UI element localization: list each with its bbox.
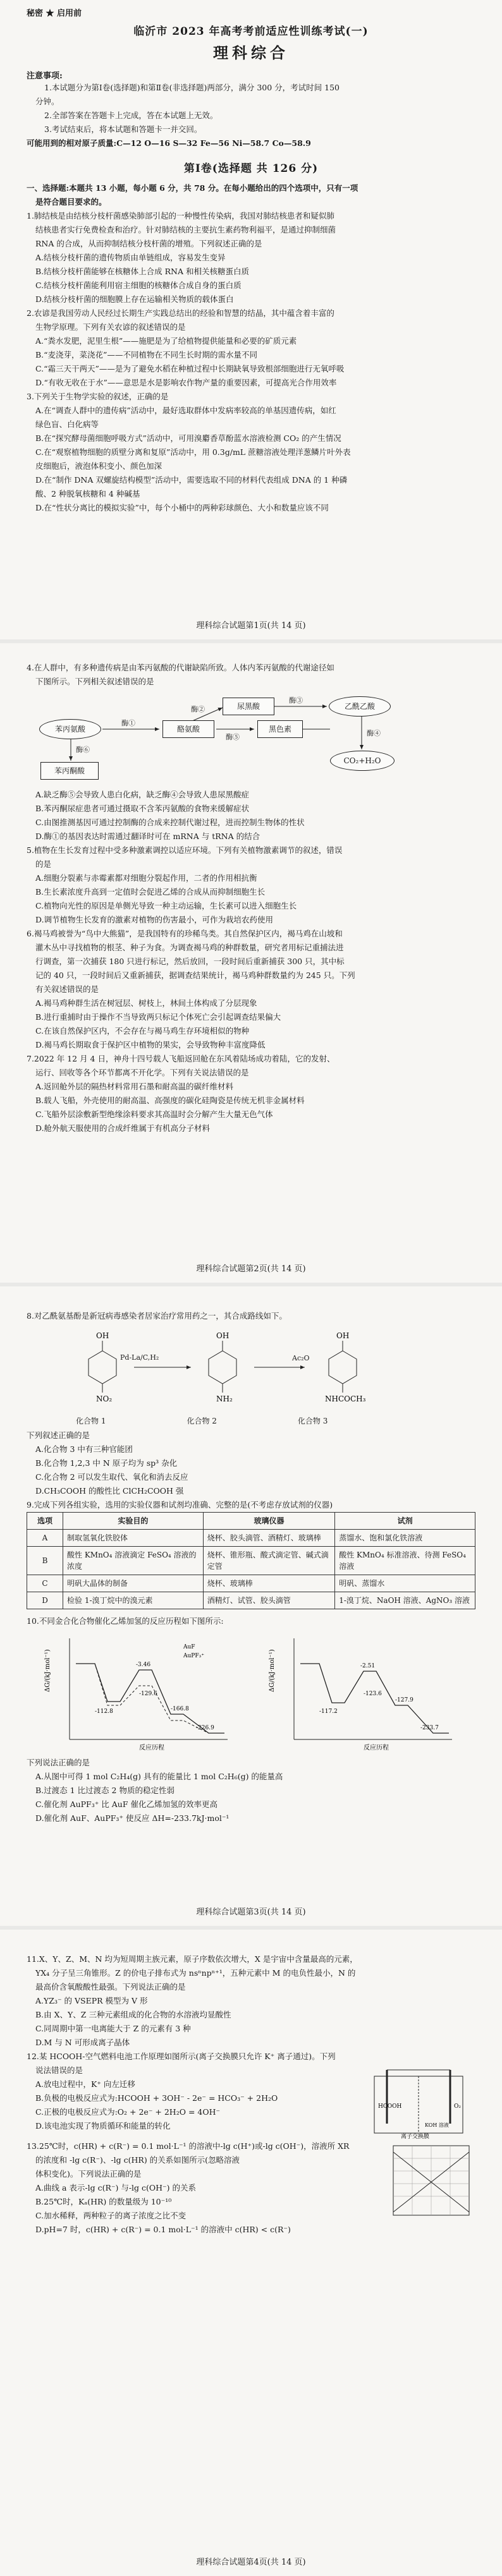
option: D.M 与 N 可形成离子晶体 xyxy=(35,2038,130,2047)
instruction: 是符合题目要求的。 xyxy=(35,197,107,207)
question-line: 的浓度和 -lg c(R⁻)、-lg c(HR) 的关系如图所示(忽略溶液 xyxy=(35,2155,240,2165)
option: D.CH₃COOH 的酸性比 ClCH₂COOH 强 xyxy=(35,1486,184,1496)
question-line: 最高价含氧酸酸性最强。下列说法正确的是 xyxy=(35,1982,186,1992)
option: C.结核分枝杆菌能利用宿主细胞的核糖体合成自身的蛋白质 xyxy=(35,281,242,290)
question-2 xyxy=(27,306,475,390)
table-cell: 明矾大晶体的制备 xyxy=(63,1575,204,1592)
table-cell: 酒精灯、试管、胶头滴管 xyxy=(203,1592,334,1609)
experiment-table xyxy=(27,1512,475,1609)
page-footer: 理科综合试题第2页(共 14 页) xyxy=(196,1264,306,1274)
option: C.植物向光性的原因是单侧光导致一种主动运输，生长素可以进入细胞生长 xyxy=(35,901,297,910)
question-line: 2.农谚是我国劳动人民经过长期生产实践总结出的经验和智慧的结晶，其中蕴含着丰富的 xyxy=(27,308,334,318)
benzene-ring-2 xyxy=(209,1331,236,1403)
concentration-chart xyxy=(381,2139,475,2228)
option: B.载人飞船，外壳使用的耐高温、高强度的碳化硅陶瓷是传统无机非金属材料 xyxy=(35,1096,305,1105)
node-phenylpyruvic-acid: 苯丙酮酸 xyxy=(40,762,99,780)
option: A.放电过程中，K⁺ 向左迁移 xyxy=(35,2079,135,2089)
cell-membrane-label: 离子交换膜 xyxy=(401,2134,430,2139)
note-line: 分钟。 xyxy=(35,97,59,106)
option: B.过渡态 1 比过渡态 2 物质的稳定性弱 xyxy=(35,1786,174,1795)
option: A.在“调查人群中的遗传病”活动中，最好选取群体中发病率较高的单基因遗传病，如红 xyxy=(35,406,336,415)
question-line: 9.完成下列各组实验，选用的实验仪器和试剂均准确、完整的是(不考虑存放试剂的仪器) xyxy=(27,1500,333,1509)
question-line: 下图所示。下列相关叙述错误的是 xyxy=(35,677,154,686)
option: D.在“性状分离比的模拟实验”中，每个小桶中的两种彩球颜色、大小和数量应该不同 xyxy=(35,503,329,512)
node-homogentisic-acid: 尿黑酸 xyxy=(223,698,274,715)
synthesis-route xyxy=(64,1326,475,1420)
option: C.飞船外层涂敷新型绝缘涂料要求其高温时会分解产生大量无色气体 xyxy=(35,1110,273,1119)
table-cell: 烧杯、胶头滴管、酒精灯、玻璃棒 xyxy=(203,1530,334,1547)
table-row xyxy=(27,1530,475,1547)
chart-value: -123.6 xyxy=(363,1691,382,1697)
question-5 xyxy=(27,844,475,927)
question-line: 4.在人群中，有多种遗传病是由苯丙氨酸的代谢缺陷所致。人体内苯丙氨酸的代谢途径如 xyxy=(27,663,334,672)
atomic-mass: 可能用到的相对原子质量:C—12 O—16 S—32 Fe—56 Ni—58.7 Co—58.9 xyxy=(27,138,311,148)
question-7 xyxy=(27,1052,475,1135)
compound-label: 化合物 2 xyxy=(187,1417,217,1425)
option: A.细胞分裂素与赤霉素都对细胞分裂起作用，二者的作用相抗衡 xyxy=(35,873,257,883)
question-line: 运行、回收等各个环节都离不开化学。下列有关说法错误的是 xyxy=(35,1068,249,1077)
compound-label: 化合物 3 xyxy=(297,1417,328,1425)
question-1 xyxy=(27,209,475,306)
table-cell: D xyxy=(27,1592,63,1609)
option: C.正极的电极反应式为:O₂ + 2e⁻ + 2H₂O = 4OH⁻ xyxy=(35,2107,221,2117)
question-12 xyxy=(27,2050,475,2139)
option: 酸、2 种脱氧核糖和 4 种碱基 xyxy=(35,489,140,499)
page-footer: 理科综合试题第1页(共 14 页) xyxy=(196,621,306,631)
option: A.从图中可得 1 mol C₂H₄(g) 具有的能量比 1 mol C₂H₆(g) 的能量高 xyxy=(35,1772,283,1781)
chart-value: -2.51 xyxy=(360,1663,375,1669)
energy-chart-1 xyxy=(44,1632,234,1752)
series-label: AuF xyxy=(183,1644,195,1650)
reagent-label: Pd-La/C,H₂ xyxy=(120,1353,159,1362)
secret-label: 秘密 ★ 启用前 xyxy=(27,9,82,18)
chart-value: -112.8 xyxy=(94,1708,113,1715)
section-title: 第Ⅰ卷(选择题 共 126 分) xyxy=(183,162,319,175)
option: B.“麦浇芽，菜浇花”——不同植物在不同生长时期的需水量不同 xyxy=(35,350,257,360)
option: A.褐马鸡种群生活在树冠层、树枝上，林间土体构成了分层现象 xyxy=(35,998,257,1008)
option: D.“有收无收在于水”——意思是水是影响农作物产量的重要因素，可提高光合作用效率 xyxy=(35,378,337,387)
option: C.同周期中第一电离能大于 Z 的元素有 3 种 xyxy=(35,2024,191,2033)
question-line: 5.植物在生长发育过程中受多种激素调控以适应环境。下列有关植物激素调节的叙述，错误 xyxy=(27,845,343,855)
table-cell: 烧杯、玻璃棒 xyxy=(203,1575,334,1592)
question-3 xyxy=(27,390,475,515)
enzyme-label: 酶④ xyxy=(367,729,381,737)
question-4 xyxy=(27,661,475,844)
option: A.YZ₃⁻ 的 VSEPR 模型为 V 形 xyxy=(35,1996,148,2005)
table-cell: A xyxy=(27,1530,63,1547)
option: D.褐马鸡长期取食于保护区中植物的果实，会导致物种丰富度降低 xyxy=(35,1040,266,1049)
metabolism-diagram xyxy=(33,692,475,784)
table-cell: 1-溴丁烷、NaOH 溶液、AgNO₃ 溶液 xyxy=(335,1592,475,1609)
option: C.加水稀释，两种粒子的离子浓度之比不变 xyxy=(35,2211,187,2220)
table-header: 实验目的 xyxy=(63,1513,204,1530)
table-cell: 制取氢氧化铁胶体 xyxy=(63,1530,204,1547)
enzyme-label: 酶③ xyxy=(289,696,303,704)
question-line: 1.肺结核是由结核分枝杆菌感染肺部引起的一种慢性传染病，我国对肺结核患者和疑似肺 xyxy=(27,211,334,221)
note-line: 3.考试结束后，将本试题和答题卡一并交回。 xyxy=(44,124,202,134)
chart-value: -226.9 xyxy=(195,1725,214,1731)
option: D.该电池实现了物质循环和能量的转化 xyxy=(35,2121,171,2131)
note-line: 2.全部答案在答题卡上完成，答在本试题上无效。 xyxy=(44,111,218,120)
option: D.舱外航天服使用的合成纤维属于有机高分子材料 xyxy=(35,1123,211,1133)
cell-electrolyte-label: KOH 溶液 xyxy=(425,2122,449,2128)
question-line: YX₄ 分子呈三角锥形。Z 的价电子排布式为 nsⁿnpⁿ⁺¹，五种元素中 M 的电负性最小，N 的 xyxy=(35,1968,356,1978)
option: B.进行重捕时由于操作不当导致两只标记个体死亡会引起调查结果偏大 xyxy=(35,1012,281,1022)
question-line: 13.25℃时，c(HR) + c(R⁻) = 0.1 mol·L⁻¹ 的溶液中-lg c(H⁺)或-lg c(OH⁻)，溶液所 XR xyxy=(27,2141,350,2151)
option: D.结核分枝杆菌的细胞膜上存在运输相关物质的载体蛋白 xyxy=(35,294,234,304)
svg-text:OH: OH xyxy=(96,1331,109,1340)
cell-right-label: O₂ xyxy=(454,2103,461,2110)
option: B.25℃时，Kₐ(HR) 的数量级为 10⁻¹⁰ xyxy=(35,2197,172,2206)
reagent-label: Ac₂O xyxy=(292,1354,310,1362)
option: B.在“探究酵母菌细胞呼吸方式”活动中，可用溴麝香草酚蓝水溶液检测 CO₂ 的产生情况 xyxy=(35,433,341,443)
table-header-row xyxy=(27,1513,475,1530)
table-row xyxy=(27,1575,475,1592)
fuel-cell-diagram xyxy=(362,2064,475,2139)
question-11 xyxy=(27,1952,475,2050)
enzyme-label: 酶② xyxy=(191,705,205,713)
question-line: 11.X、Y、Z、M、N 均为短周期主族元素，原子序数依次增大，X 是宇宙中含量最高的元素， xyxy=(27,1954,358,1964)
chart-value: -117.2 xyxy=(319,1708,338,1715)
question-line: 体积变化)。下列说法正确的是 xyxy=(35,2169,142,2179)
question-line: 说法错误的是 xyxy=(35,2065,83,2075)
enzyme-label: 酶⑥ xyxy=(76,746,90,754)
enzyme-label: 酶⑤ xyxy=(226,733,240,741)
option: C.在该自然保护区内，不会存在与褐马鸡生存环境相似的物种 xyxy=(35,1026,250,1036)
question-line: 灌木丛中寻找植物的根茎、种子为食。为调查褐马鸡的种群数量，研究者用标记重捕法进 xyxy=(35,943,344,952)
table-cell: B xyxy=(27,1547,63,1575)
table-cell: 明矾、蒸馏水 xyxy=(335,1575,475,1592)
option: 皮细胞后，液泡体积变小、颜色加深 xyxy=(35,461,162,471)
chart-ylabel: ΔG/(kJ·mol⁻¹) xyxy=(44,1649,51,1692)
question-line: 结核患者实行免费检查和治疗。针对肺结核的主要抗生素药物利福平，是通过抑制细菌 xyxy=(35,225,336,234)
compound-label: 化合物 1 xyxy=(76,1417,106,1425)
option: B.苯丙酮尿症患者可通过摄取不含苯丙氨酸的食物来缓解症状 xyxy=(35,804,250,813)
option: B.负极的电极反应式为:HCOOH + 3OH⁻ - 2e⁻ = HCO₃⁻ + 2H₂O xyxy=(35,2093,278,2103)
chart-xlabel: 反应历程 xyxy=(138,1745,164,1751)
page-1 xyxy=(0,0,502,639)
chart-ylabel: ΔG/(kJ·mol⁻¹) xyxy=(268,1649,276,1692)
option: C.在“观察植物细胞的质壁分离和复原”活动中，用 0.3g/mL 蔗糖溶液处理洋葱鳞片叶外表 xyxy=(35,447,351,457)
note-line: 1.本试题分为第Ⅰ卷(选择题)和第Ⅱ卷(非选择题)两部分，满分 300 分，考试时间 150 xyxy=(44,83,340,92)
option: B.生长素浓度升高到一定值时会促进乙烯的合成从而抑制细胞生长 xyxy=(35,887,266,897)
table-cell: 蒸馏水、饱和氯化铁溶液 xyxy=(335,1530,475,1547)
option: A.结核分枝杆菌的遗传物质由单链组成，容易发生变异 xyxy=(35,253,226,262)
chart-value: -233.7 xyxy=(420,1725,439,1731)
svg-text:NH₂: NH₂ xyxy=(216,1394,233,1403)
question-9 xyxy=(27,1498,475,1609)
option: A.“粪水发肥，泥里生根”——施肥是为了给植物提供能量和必要的矿质元素 xyxy=(35,336,297,346)
chart-value: -127.9 xyxy=(395,1697,413,1703)
option: C.催化剂 AuPF₃⁺ 比 AuF 催化乙烯加氢的效率更高 xyxy=(35,1799,218,1809)
table-row xyxy=(27,1592,475,1609)
benzene-ring-3 xyxy=(325,1331,366,1403)
instruction: 一、选择题:本题共 13 小题，每小题 6 分，共 78 分。在每小题给出的四个选项中，只有一项 xyxy=(27,183,358,193)
cell-left-label: HCOOH xyxy=(378,2103,402,2110)
svg-text:NO₂: NO₂ xyxy=(96,1394,113,1403)
node-phenylalanine: 苯丙氨酸 xyxy=(39,719,101,739)
table-header: 试剂 xyxy=(335,1513,475,1530)
page-2 xyxy=(0,643,502,1283)
question-line: 12.某 HCOOH-空气燃料电池工作原理如图所示(离子交换膜只允许 K⁺ 离子通过)。下列 xyxy=(27,2052,336,2061)
option: B.化合物 1,2,3 中 N 原子均为 sp³ 杂化 xyxy=(35,1458,178,1468)
chart-value: -129.6 xyxy=(138,1691,157,1697)
series-label: AuPF₃⁺ xyxy=(183,1653,204,1659)
svg-text:OH: OH xyxy=(216,1331,230,1340)
option: 绿色盲、白化病等 xyxy=(35,420,99,429)
option: D.调节植物生长发育的激素对植物的伤害最小，可作为栽培农药使用 xyxy=(35,915,274,924)
benzene-ring-1 xyxy=(89,1331,116,1403)
svg-text:OH: OH xyxy=(336,1331,350,1340)
page-footer: 理科综合试题第3页(共 14 页) xyxy=(196,1908,306,1917)
table-cell: 检验 1-溴丁烷中的溴元素 xyxy=(63,1592,204,1609)
table-cell: 酸性 KMnO₄ 溶液滴定 FeSO₄ 溶液的浓度 xyxy=(63,1547,204,1575)
option: B.结核分枝杆菌能够在核糖体上合成 RNA 和相关核糖蛋白质 xyxy=(35,267,249,276)
notes-heading: 注意事项: xyxy=(27,71,63,81)
question-line: 8.对乙酰氨基酚是新冠病毒感染者居家治疗常用药之一，其合成路线如下。 xyxy=(27,1311,287,1321)
table-cell: 烧杯、锥形瓶、酸式滴定管、碱式滴定管 xyxy=(203,1547,334,1575)
option: A.化合物 3 中有三种官能团 xyxy=(35,1444,133,1454)
question-6 xyxy=(27,927,475,1052)
question-13 xyxy=(27,2139,475,2237)
table-cell: 酸性 KMnO₄ 标准溶液、待测 FeSO₄ 溶液 xyxy=(335,1547,475,1575)
table-header: 玻璃仪器 xyxy=(203,1513,334,1530)
option: D.在“制作 DNA 双螺旋结构模型”活动中，需要选取不同的材料代表组成 DNA 的 1 种磷 xyxy=(35,475,348,485)
svg-text:NHCOCH₃: NHCOCH₃ xyxy=(325,1394,366,1403)
synthesis-structures xyxy=(64,1326,419,1420)
node-acetoacetic-acid: 乙酰乙酸 xyxy=(329,696,391,717)
question-sub: 下列说法正确的是 xyxy=(27,1758,90,1767)
question-line: 有关叙述错误的是 xyxy=(35,984,99,994)
option: A.缺乏酶⑤会导致人患白化病，缺乏酶④会导致人患尿黑酸症 xyxy=(35,790,250,799)
option: C.“霜三天干两天”——是为了避免水稻在种植过程中长期缺氧导致根部细胞进行无氧呼吸 xyxy=(35,364,345,373)
option: A.曲线 a 表示-lg c(R⁻) 与-lg c(OH⁻) 的关系 xyxy=(35,2183,197,2192)
node-co2-h2o: CO₂+H₂O xyxy=(330,751,395,771)
energy-chart-2 xyxy=(269,1632,458,1752)
question-line: 生物学原理。下列有关农谚的叙述错误的是 xyxy=(35,322,186,332)
exam-title: 临沂市 2023 年高考考前适应性训练考试(一) xyxy=(133,25,369,38)
question-line: 6.褐马鸡被誉为“鸟中大熊猫”，是我国特有的珍稀鸟类。其自然保护区内，褐马鸡在山坡和 xyxy=(27,929,343,938)
question-line: 的是 xyxy=(35,859,52,869)
energy-charts xyxy=(27,1632,475,1752)
question-10 xyxy=(27,1614,475,1825)
option: C.化合物 2 可以发生取代、氧化和消去反应 xyxy=(35,1472,188,1482)
question-line: RNA 的合成，从而抑制结核分枝杆菌的增殖。下列叙述正确的是 xyxy=(35,239,262,248)
node-melanin: 黑色素 xyxy=(257,720,303,738)
option: D.pH=7 时，c(HR) + c(R⁻) = 0.1 mol·L⁻¹ 的溶液中 c(HR) < c(R⁻) xyxy=(35,2225,291,2234)
question-sub: 下列叙述正确的是 xyxy=(27,1430,90,1440)
table-cell: C xyxy=(27,1575,63,1592)
option: A.返回舱外层的隔热材料常用石墨和耐高温的碳纤维材料 xyxy=(35,1082,234,1091)
chart-value: -166.8 xyxy=(170,1706,189,1712)
option: C.由图推测基因可通过控制酶的合成来控制代谢过程，进而控制生物体的性状 xyxy=(35,818,305,827)
question-line: 7.2022 年 12 月 4 日，神舟十四号载人飞船返回舱在东风着陆场成功着陆，它的发射、 xyxy=(27,1054,335,1063)
option: B.由 X、Y、Z 三种元素组成的化合物的水溶液均显酸性 xyxy=(35,2010,231,2019)
node-tyrosine: 酪氨酸 xyxy=(162,720,214,738)
chart-value: -3.46 xyxy=(135,1662,150,1668)
question-line: 行调查，第一次捕获 180 只进行标记，然后放回，一段时间后重新捕获 300 只，其中标 xyxy=(35,957,345,966)
enzyme-label: 酶① xyxy=(121,719,135,727)
question-line: 3.下列关于生物学实验的叙述，正确的是 xyxy=(27,392,169,401)
table-row xyxy=(27,1547,475,1575)
page-4 xyxy=(0,1930,502,2576)
option: D.酶①的基因表达时需通过翻译时可在 mRNA 与 tRNA 的结合 xyxy=(35,831,260,841)
page-3 xyxy=(0,1286,502,1926)
chart-xlabel: 反应历程 xyxy=(363,1745,389,1751)
table-header: 选项 xyxy=(27,1513,63,1530)
page-footer: 理科综合试题第4页(共 14 页) xyxy=(196,2558,306,2567)
question-8 xyxy=(27,1309,475,1498)
question-line: 记的 40 只，一段时间后又重新捕获，据调查结果统计，褐马鸡种群数量约为 245 只。下列 xyxy=(35,971,355,980)
option: D.催化剂 AuF、AuPF₃⁺ 使反应 ΔH=-233.7kJ·mol⁻¹ xyxy=(35,1813,230,1823)
question-line: 10.不同金合化合物催化乙烯加氢的反应历程如下图所示: xyxy=(27,1616,224,1626)
subject-title: 理科综合 xyxy=(213,44,289,62)
